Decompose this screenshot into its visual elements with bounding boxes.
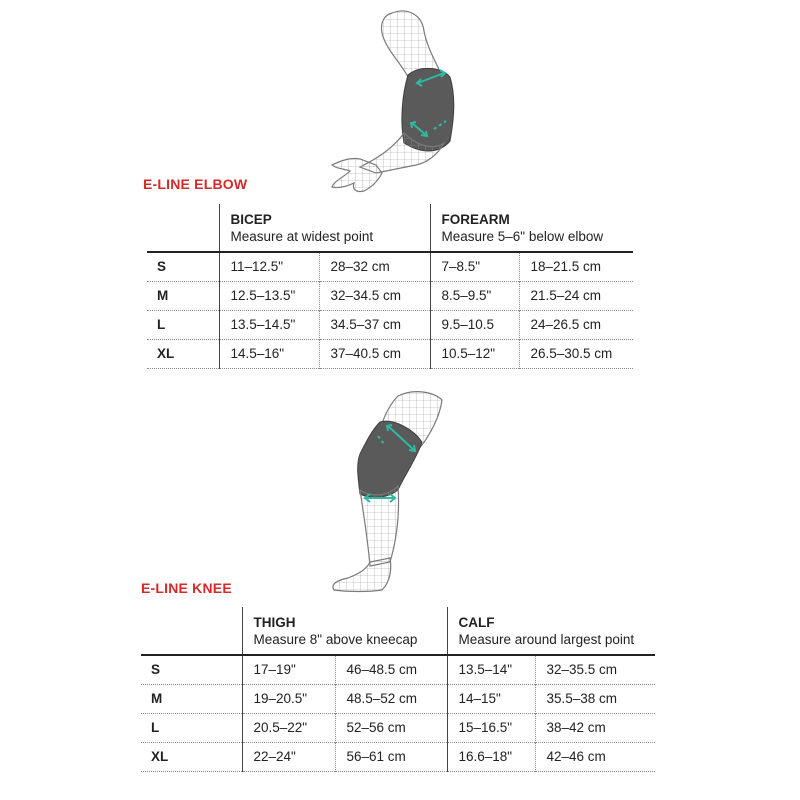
bicep-cm-cell: 34.5–37 cm	[319, 310, 430, 339]
calf-cm-cell: 32–35.5 cm	[535, 655, 655, 684]
bicep-instruction: Measure at widest point	[230, 229, 374, 244]
calf-inches-cell: 16.6–18"	[447, 742, 535, 771]
thigh-inches-cell: 17–19"	[242, 655, 335, 684]
forearm-cm-cell: 18–21.5 cm	[519, 252, 633, 281]
calf-inches-cell: 15–16.5"	[447, 713, 535, 742]
table-row	[141, 655, 655, 684]
knee-illustration	[318, 386, 458, 596]
forearm-cm-cell: 21.5–24 cm	[519, 281, 633, 310]
forearm-inches-cell: 7–8.5"	[430, 252, 519, 281]
calf-label: CALF	[458, 615, 495, 630]
calf-cm-cell: 38–42 cm	[535, 713, 655, 742]
knee-sleeve-drawing	[358, 421, 422, 497]
calf-instruction: Measure around largest point	[458, 632, 635, 647]
table-row	[141, 742, 655, 771]
calf-inches-cell: 13.5–14"	[447, 655, 535, 684]
thigh-cm-cell: 46–48.5 cm	[335, 655, 447, 684]
size-column-header	[141, 607, 242, 655]
size-label: S	[157, 259, 167, 275]
table-row	[147, 281, 633, 310]
foot-drawing	[333, 558, 391, 592]
bicep-cm-cell: 37–40.5 cm	[319, 339, 430, 368]
forearm-inches-cell: 8.5–9.5"	[430, 281, 519, 310]
table-header-row	[147, 204, 633, 252]
forearm-inches-cell: 9.5–10.5	[430, 310, 519, 339]
table-row	[147, 252, 633, 281]
size-label: L	[151, 720, 160, 735]
size-column-header	[147, 204, 219, 252]
table-row	[141, 684, 655, 713]
thigh-cm-cell: 52–56 cm	[335, 713, 447, 742]
size-label: M	[151, 691, 163, 706]
size-label: XL	[157, 346, 175, 361]
thigh-instruction: Measure 8" above kneecap	[253, 632, 418, 647]
forearm-instruction: Measure 5–6" below elbow	[441, 229, 604, 244]
elbow-illustration	[320, 5, 470, 200]
bicep-column-header	[219, 204, 430, 252]
bicep-inches-cell: 11–12.5"	[219, 252, 319, 281]
forearm-column-header	[430, 204, 633, 252]
knee-size-table	[141, 607, 655, 772]
forearm-cm-cell: 24–26.5 cm	[519, 310, 633, 339]
thigh-label: THIGH	[253, 615, 296, 630]
calf-inches-cell: 14–15"	[447, 684, 535, 713]
bicep-inches-cell: 12.5–13.5"	[219, 281, 319, 310]
calf-cm-cell: 42–46 cm	[535, 742, 655, 771]
bicep-cm-cell: 32–34.5 cm	[319, 281, 430, 310]
thigh-inches-cell: 19–20.5"	[242, 684, 335, 713]
bicep-inches-cell: 14.5–16"	[219, 339, 319, 368]
thigh-cm-cell: 48.5–52 cm	[335, 684, 447, 713]
forearm-label: FOREARM	[441, 212, 510, 227]
bicep-inches-cell: 13.5–14.5"	[219, 310, 319, 339]
calf-cm-cell: 35.5–38 cm	[535, 684, 655, 713]
table-row	[147, 339, 633, 368]
size-label: S	[151, 662, 161, 678]
table-row	[141, 713, 655, 742]
thigh-inches-cell: 22–24"	[242, 742, 335, 771]
bicep-label: BICEP	[230, 212, 272, 227]
thigh-column-header	[242, 607, 447, 655]
thigh-inches-cell: 20.5–22"	[242, 713, 335, 742]
size-label: L	[157, 317, 166, 332]
elbow-section-title: E-LINE ELBOW	[143, 176, 248, 192]
thigh-cm-cell: 56–61 cm	[335, 742, 447, 771]
forearm-inches-cell: 10.5–12"	[430, 339, 519, 368]
bicep-cm-cell: 28–32 cm	[319, 252, 430, 281]
table-row	[147, 310, 633, 339]
size-label: M	[157, 288, 169, 303]
knee-section-title: E-LINE KNEE	[141, 580, 232, 596]
calf-column-header	[447, 607, 655, 655]
forearm-cm-cell: 26.5–30.5 cm	[519, 339, 633, 368]
elbow-size-table	[147, 204, 633, 369]
size-label: XL	[151, 749, 169, 764]
table-header-row	[141, 607, 655, 655]
